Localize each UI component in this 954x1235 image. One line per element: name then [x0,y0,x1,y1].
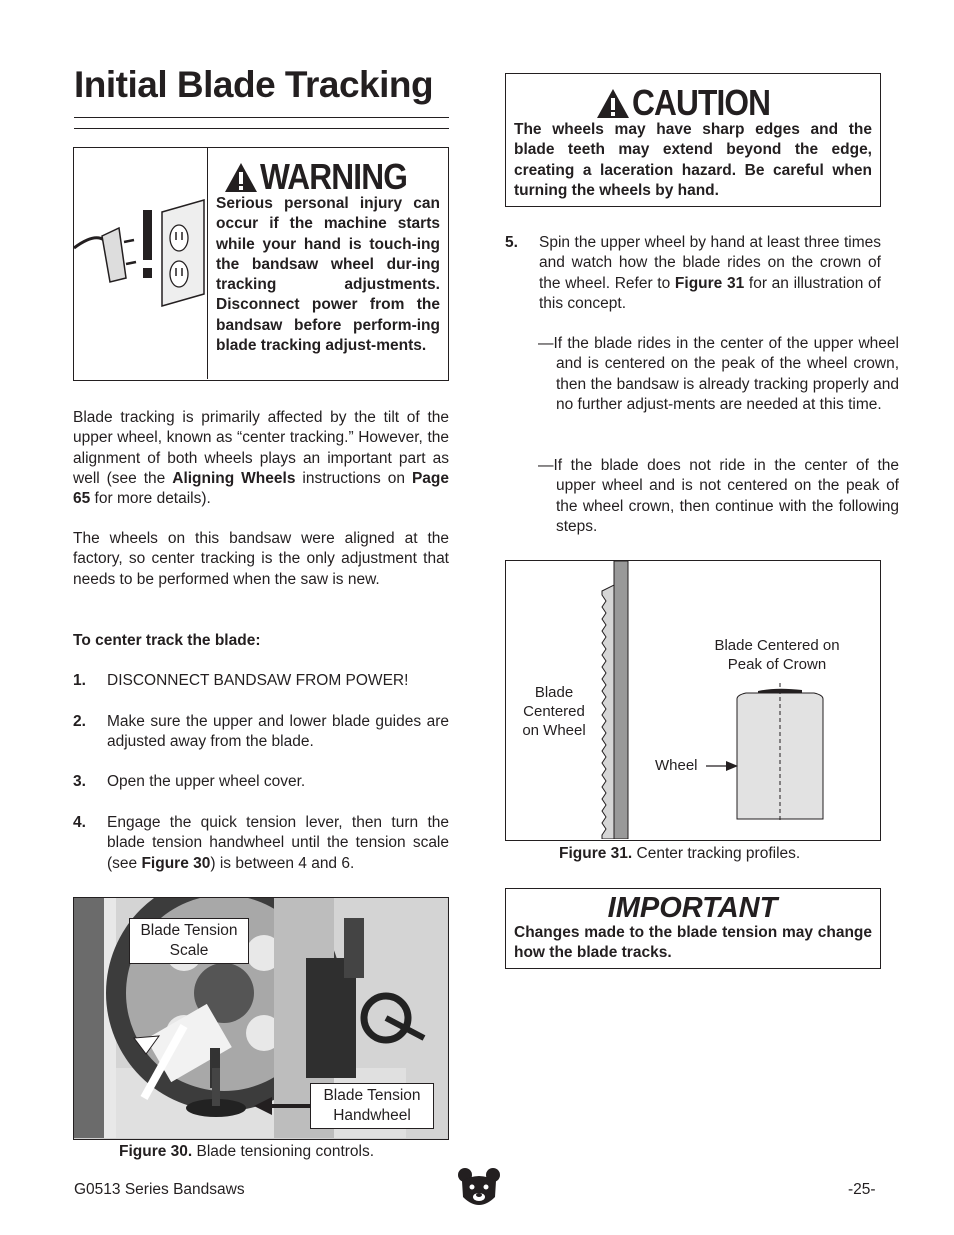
figure-30-photo [73,897,449,1140]
caution-heading: CAUTION [632,82,771,123]
important-box [505,888,881,969]
dash-item-centered: —If the blade rides in the center of the upper wheel and is centered on the peak of the wheel crown, then the bandsaw is already tracking properly and no further adjust-ments are needed at this time. [538,335,899,413]
intro-p1-text-c: instructions on [295,469,412,487]
plug-icon [102,228,126,282]
outlet-icon [162,200,204,306]
warning-heading: WARNING [260,156,407,197]
warning-triangle-icon [224,162,258,193]
step-text: DISCONNECT BANDSAW FROM POWER! [107,672,409,689]
footer-left: G0513 Series Bandsaws [74,1181,245,1198]
title-rule-bottom [74,128,449,129]
power-cord [74,238,104,248]
unplug-illustration [74,148,207,379]
step-5-text-a: Spin the upper wheel by hand at least three times and watch how the blade rides on the crown of the wheel. Refer to [539,234,881,292]
caution-triangle-icon [596,88,630,119]
figure-30-ref: Figure 30 [141,854,211,872]
figure-31-caption-text: Center tracking profiles. [632,845,801,862]
warning-text: Serious personal injury can occur if the machine starts while your hand is touch-ing the bandsaw wheel dur-ing tracking adjustments. Disconnect power from the bandsaw before perform-ing blade tracking adjust-ments. [216,195,440,355]
dash-item-not-centered: —If the blade does not ride in the center of the upper wheel and is not centered on the peak of the wheel crown, then continue with the following steps. [538,457,899,535]
wheel-pointer-arrow [726,761,738,771]
step-number: 5. [505,234,518,251]
important-text: Changes made to the blade tension may change how the blade tracks. [514,924,872,962]
figure-31-caption [559,845,800,863]
step-text [107,813,449,874]
step-text [539,233,881,314]
intro-p1-text-a: Blade tracking is primarily affected by the tilt of the upper wheel, known as “center tracking.” However, the alignment of both wheels plays an important part as well (see the [73,409,449,487]
grizzly-bear-logo-icon [457,1167,501,1211]
label-blade-centered-on-wheel: Blade Centered on Wheel [522,684,586,739]
step-number: 3. [73,773,86,790]
step-4 [73,813,449,874]
step-number: 4. [73,814,86,831]
label-blade-tension-scale: Blade Tension Scale [129,918,249,964]
warning-box [73,147,449,381]
step-1 [73,671,449,691]
step-4-text-a: Engage the quick tension lever, then turn the blade tension handwheel until the tension scale (see [107,814,449,872]
figure-31-ref: Figure 31 [674,274,745,292]
step-5-text-c: for an illustration of this concept. [539,274,881,312]
page-65-ref: Page 65 [73,469,449,508]
step-2 [73,712,449,753]
page-title: Initial Blade Tracking [74,64,434,105]
figure-31-diagram [505,560,881,841]
label-blade-tension-handwheel: Blade Tension Handwheel [310,1083,434,1129]
caution-text: The wheels may have sharp edges and the blade teeth may extend beyond the edge, creating a laceration hazard. Be careful when turning the wheels by hand. [514,121,872,199]
blade-teeth-profile [602,585,614,839]
important-heading: IMPORTANT [607,892,778,924]
exclamation-icon [143,210,152,260]
label-wheel: Wheel [655,757,698,774]
step-text: Open the upper wheel cover. [107,773,306,790]
wheel-edge-profile [614,561,628,839]
blade-on-crown [758,689,802,693]
warning-image-panel [74,148,208,379]
procedure-subheading: To center track the blade: [73,632,261,649]
step-3 [73,772,449,792]
step-5 [505,233,881,314]
step-number: 1. [73,672,86,689]
page-number: -25- [848,1181,876,1198]
caution-heading-row [596,82,789,124]
figure-30-caption [119,1143,374,1161]
title-rule-top [74,117,449,118]
caution-box [505,73,881,207]
aligning-wheels-ref: Aligning Wheels [172,469,296,487]
figure-31-caption-label: Figure 31. [559,845,633,862]
intro-paragraph-2: The wheels on this bandsaw were aligned at the factory, so center tracking is the only adjustment that needs to be performed when the saw is new. [73,530,449,588]
warning-heading-row [224,156,427,198]
figure-30-caption-text: Blade tensioning controls. [192,1143,375,1160]
figure-30-caption-label: Figure 30. [119,1143,193,1160]
step-4-text-c: ) is between 4 and 6. [210,854,355,872]
label-blade-centered-on-crown: Blade Centered on Peak of Crown [714,637,840,673]
step-text: Make sure the upper and lower blade guides are adjusted away from the blade. [107,713,449,751]
step-number: 2. [73,713,86,730]
intro-p1-text-e: for more details). [90,490,211,508]
intro-paragraph-1 [73,408,449,509]
